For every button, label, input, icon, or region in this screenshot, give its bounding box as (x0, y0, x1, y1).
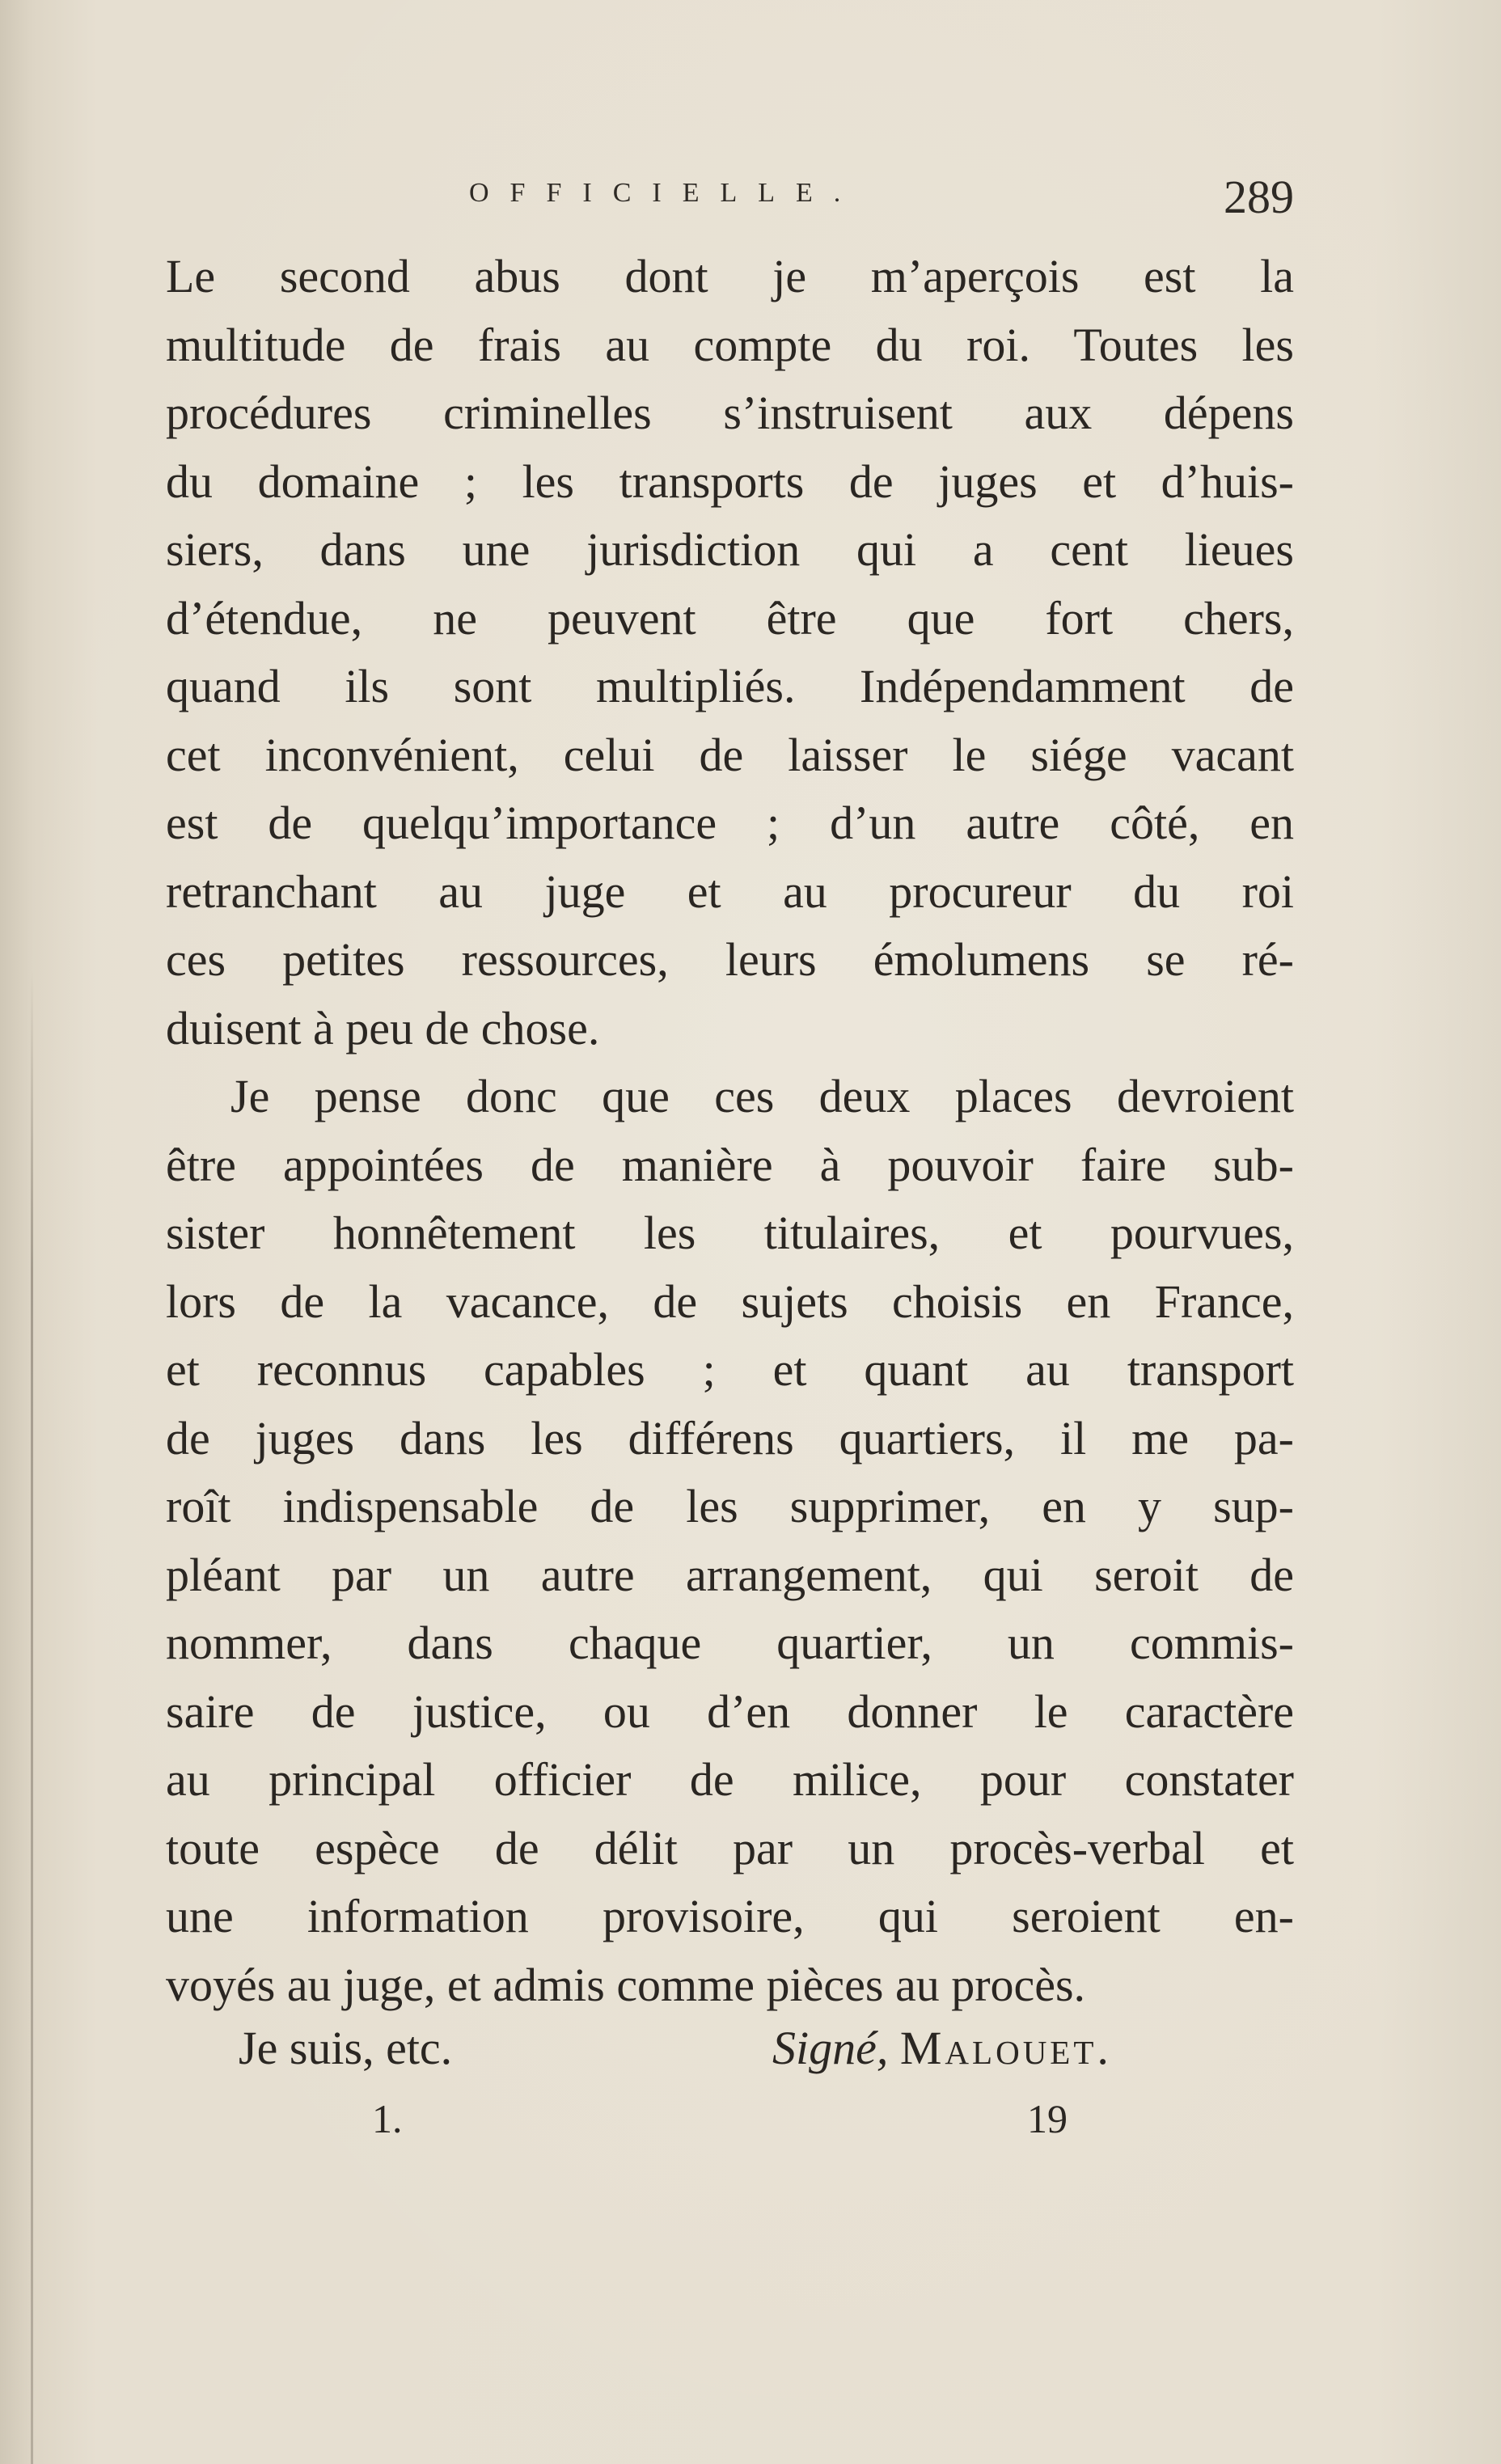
text-line: nommer, dans chaque quartier, un commis- (166, 1617, 1294, 1669)
text-line: une information provisoire, qui seroient en- (166, 1890, 1294, 1942)
signature-mark: 1. (372, 2096, 403, 2141)
signature-number: 19 (1027, 2096, 1068, 2141)
signature-block (772, 2014, 1112, 2082)
text-line: roît indispensable de les supprimer, en y sup- (166, 1480, 1294, 1532)
page-footer (372, 2086, 1100, 2151)
page-gutter-edge (31, 970, 33, 2464)
text-line: de juges dans les différens quartiers, il me pa- (166, 1411, 1294, 1464)
text-line: retranchant au juge et au procureur du roi (166, 864, 1294, 918)
text-line: sister honnêtement les titulaires, et pourvues, (166, 1207, 1294, 1259)
text-line: du domaine ; les transports de juges et d’huis- (166, 454, 1294, 508)
text-line: Je pense donc que ces deux places devroient (230, 1070, 1294, 1122)
body-text (166, 243, 1294, 2019)
text-line: quand ils sont multipliés. Indépendamment de (166, 660, 1294, 712)
text-line: pléant par un autre arrangement, qui seroit de (166, 1548, 1294, 1601)
text-line: lors de la vacance, de sujets choisis en France, (166, 1274, 1294, 1328)
text-line: ces petites ressources, leurs émolumens se ré- (166, 933, 1294, 986)
text-line: au principal officier de milice, pour constater (166, 1753, 1294, 1806)
text-line: voyés au juge, et admis comme pièces au procès. (166, 1958, 1086, 2011)
text-line: duisent à peu de chose. (166, 1001, 600, 1054)
page-header (170, 170, 1294, 243)
letter-closing (239, 2014, 1225, 2082)
text-line: être appointées de manière à pouvoir faire sub- (166, 1138, 1294, 1191)
text-line: procédures criminelles s’instruisent aux dépens (166, 387, 1294, 439)
paragraph-1 (166, 243, 1294, 1063)
paragraph-2 (166, 1063, 1294, 2019)
closing-salutation: Je suis, etc. (239, 2022, 453, 2074)
running-title: OFFICIELLE. (469, 178, 862, 208)
text-line: et reconnus capables ; et quant au transport (166, 1343, 1294, 1396)
text-line: siers, dans une jurisdiction qui a cent lieues (166, 523, 1294, 576)
text-line: Le second abus dont je m’aperçois est la (166, 250, 1294, 302)
text-line: multitude de frais au compte du roi. Toutes les (166, 318, 1294, 371)
text-line: cet inconvénient, celui de laisser le siége vacant (166, 728, 1294, 781)
signed-label: Signé, (772, 2022, 889, 2074)
text-line: est de quelqu’importance ; d’un autre côté, en (166, 797, 1294, 849)
text-line: toute espèce de délit par un procès-verbal et (166, 1821, 1294, 1874)
signer-name: Malouet. (899, 2022, 1112, 2074)
page-number: 289 (1224, 171, 1294, 223)
text-line: d’étendue, ne peuvent être que fort chers, (166, 591, 1294, 645)
text-line: saire de justice, ou d’en donner le caractère (166, 1684, 1294, 1738)
